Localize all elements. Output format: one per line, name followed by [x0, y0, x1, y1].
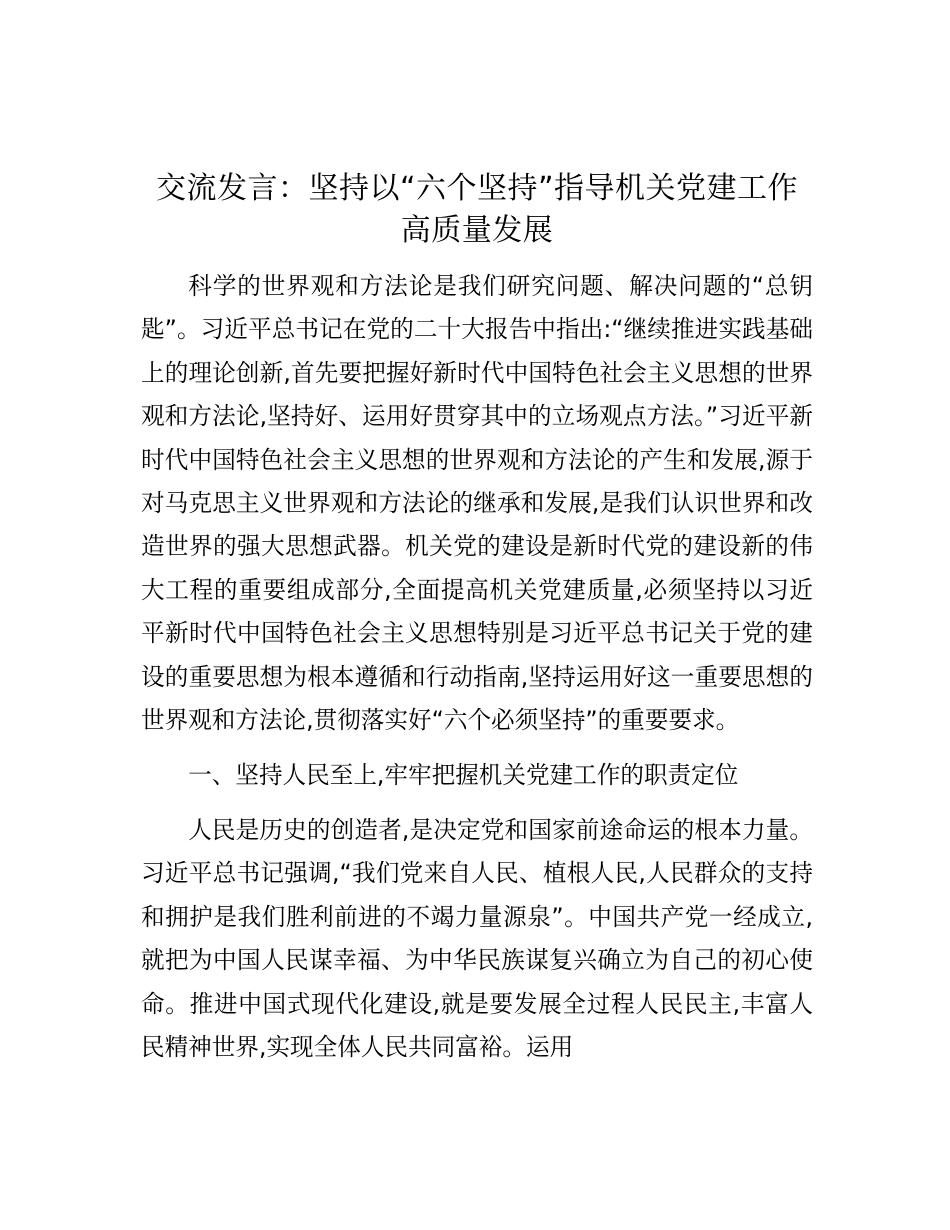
section-heading-1: 一、坚持人民至上,牢牢把握机关党建工作的职责定位 [188, 761, 739, 790]
document-body [141, 265, 813, 1069]
paragraph-intro: 科学的世界观和方法论是我们研究问题、解决问题的“总钥匙”。习近平总书记在党的二十大报告中指出:“继续推进实践基础上的理论创新,首先要把握好新时代中国特色社会主义思想的世界观和方法论,坚持好、运用好贯穿其中的立场观点方法。”习近平新时代中国特色社会主义思想的世界观和方法论的产生和发展,源于对马克思主义世界观和方法论的继承和发展,是我们认识世界和改造世界的强大思想武器。机关党的建设是新时代党的建设新的伟大工程的重要组成部分,全面提高机关党建质量,必须坚持以习近平新时代中国特色社会主义思想特别是习近平总书记关于党的建设的重要思想为根本遵循和行动指南,坚持运用好这一重要思想的世界观和方法论,贯彻落实好“六个必须坚持”的重要要求。 [141, 272, 813, 735]
paragraph-section-1: 人民是历史的创造者,是决定党和国家前途命运的根本力量。习近平总书记强调,“我们党来自人民、植根人民,人民群众的支持和拥护是我们胜利前进的不竭力量源泉”。中国共产党一经成立,就把为中国人民谋幸福、为中华民族谋复兴确立为自己的初心使命。推进中国式现代化建设,就是要发展全过程人民民主,丰富人民精神世界,实现全体人民共同富裕。运用 [141, 815, 813, 1061]
document-page [141, 168, 813, 1069]
document-title: 交流发言：坚持以“六个坚持”指导机关党建工作高质量发展 [155, 171, 799, 248]
